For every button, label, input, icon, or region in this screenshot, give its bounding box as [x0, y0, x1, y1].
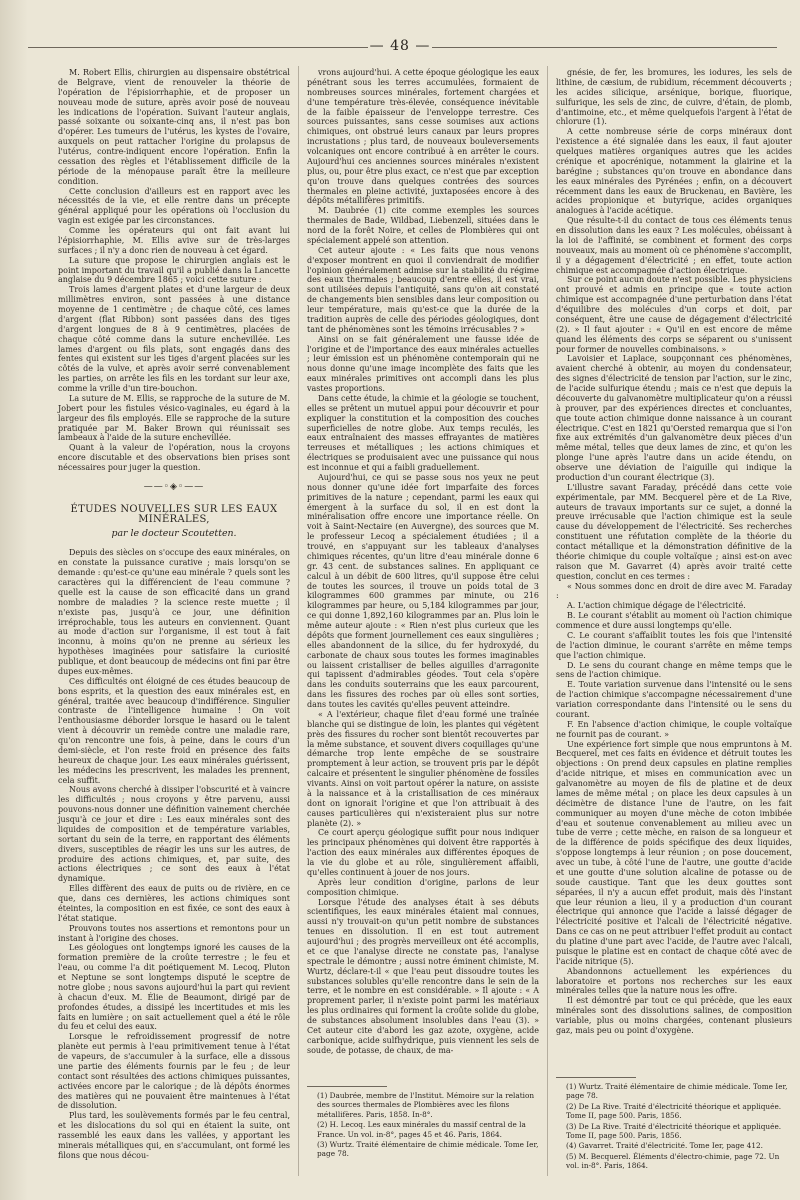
paragraph: Les géologues ont longtemps ignoré les causes de la formation première de la croûte terrestre ; le feu et l'eau, ou comme l'a dit poétiquement M. Lecoq, Pluton et Neptune se sont longtemps disputé le sceptre de notre globe ; nous savons aujourd'hui la part qui revient à chacun d'eux. M. Élie de Beaumont, dirigé par de profondes études, a dissipé les incertitudes et mis les faits en lumière ; on sait actuellement quel a été le rôle du feu et celui des eaux.: [58, 943, 290, 1032]
column-2: [307, 68, 539, 1056]
paragraph: Abandonnons actuellement les expériences du laboratoire et portons nos recherches sur les eaux minérales telles que la nature nous les offre.: [556, 966, 792, 996]
paragraph: Depuis des siècles on s'occupe des eaux minérales, on en constate la puissance curative ; mais lorsqu'on se demande : qu'est-ce qu'une eau minérale ? quels sont les caractères qui la différencient de l'eau commune ? quelle est la cause de son efficacité dans un grand nombre de maladies ? la science reste muette ; il n'existe pas, jusqu'à ce jour, une définition irréprochable, tous les auteurs en conviennent. Quant au mode d'action sur l'organisme, il est tout à fait inconnu, à moins qu'on ne prenne au sérieux les hypothèses imaginées pour satisfaire la curiosité publique, et dont beaucoup de médecins ont fini par être dupes eux-mêmes.: [58, 548, 290, 676]
paragraph: gnésie, de fer, les bromures, les iodures, les sels de lithine, de cæsium, de rubidium, récemment découverts ; les acides silicique, arsénique, borique, fluorique, sulfurique, les sels de zinc, de cuivre, d'étain, de plomb, d'antimoine, etc., et même quelquefois l'argent à l'état de chlorure (1).: [556, 68, 792, 127]
paragraph: « A l'extérieur, chaque filet d'eau formé une traînée blanche qui se distingue de loin, les plantes qui végètent près des fissures du rocher sont bientôt recouvertes par la même substance, et souvent divers coquillages qu'une démarche trop lente empêche de se soustraire promptement à leur action, se trouvent pris par le dépôt calcaire et présentent le singulier phénomène de fossiles vivants. Ainsi on voit partout opérer la nature, on assiste à la naissance et à la cristallisation de ces minéraux dont on ignorait l'origine et que l'on attribuait à des causes particulières qui n'existeraient plus sur notre planète (2). »: [307, 709, 539, 828]
paragraph: B. Le courant s'établit au moment où l'action chimique commence et dure aussi longtemps qu'elle.: [556, 611, 792, 630]
footnote: (4) Gavarret. Traité d'électricité. Tome Ier, page 412.: [566, 1141, 763, 1151]
column-3-paragraphs: [556, 68, 792, 1036]
paragraph: Quant à la valeur de l'opération, nous la croyons encore discutable et des observations bien prises sont nécessaires pour juger la question.: [58, 443, 290, 472]
paragraph: Sur ce point aucun doute n'est possible. Les physiciens ont prouvé et admis en principe que « toute action chimique est accompagnée d'une perturbation dans l'état d'équilibre des molécules d'un corps et doit, par conséquent, être une cause de dégagement d'électricité (2). » Il faut ajouter : « Qu'il en est encore de même quand les éléments des corps se séparent ou s'unissent pour former de nouvelles combinaisons. »: [556, 275, 792, 354]
paragraph: Après leur condition d'origine, parlons de leur composition chimique.: [307, 877, 539, 897]
paragraph: « Nous sommes donc en droit de dire avec M. Faraday :: [556, 581, 792, 601]
paragraph: Cet auteur ajoute : « Les faits que nous venons d'exposer montrent en quoi il conviendrait de modifier l'opinion généralement admise sur la stabilité du régime des eaux thermales ; beaucoup d'entre elles, il est vrai, sont utilisées depuis l'antiquité, sans qu'on ait constaté de changements bien sensibles dans leur composition ou leur température, mais qu'est-ce que la durée de la tradition auprès de celle des périodes géologiques, dont tant de phénomènes sont les témoins irrécusables ? »: [307, 245, 539, 334]
paragraph: Lorsque l'étude des analyses était à ses débuts scientifiques, les eaux minérales étaient mal connues, aussi n'y trouvait-on qu'un petit nombre de substances tenues en dissolution. Il en est tout autrement aujourd'hui ; des progrès merveilleux ont été accomplis, et ce que l'analyse directe ne constate pas, l'analyse spectrale le démontre ; aussi notre éminent chimiste, M. Wurtz, déclare-t-il « que l'eau peut dissoudre toutes les substances solubles qu'elle rencontre dans le sein de la terre, et le nombre en est considérable. » Il ajoute : « A proprement parler, il n'existe point parmi les matériaux les plus ordinaires qui forment la croûte solide du globe, de substances absolument insolubles dans l'eau (3). » Cet auteur cite d'abord les gaz azote, oxygène, acide carbonique, acide sulfhydrique, puis viennent les sels de soude, de potasse, de chaux, de ma-: [307, 897, 539, 1055]
footnote: (3) De La Rive. Traité d'électricité théorique et appliquée. Tome II, page 500. Paris, 1856.: [566, 1121, 782, 1141]
paragraph: Trois lames d'argent plates et d'une largeur de deux millimètres environ, sont passées à une distance moyenne de 1 centimètre ; de chaque côté, ces lames d'argent (flat Ribbon) sont passées dans des tiges d'argent longues de 8 à 9 centimètres, placées de chaque côté comme dans la suture enchevillée. Les lames d'argent ou fils plats, sont engagés dans des fentes qui existent sur les tiges d'argent placées sur les côtés de la vulve, et après avoir serré convenablement les parties, on arrête les fils en les tordant sur leur axe, comme la vrille d'un tire-bouchon.: [58, 285, 290, 393]
section-byline: par le docteur Scoutetten.: [111, 527, 237, 539]
paragraph: Ce court aperçu géologique suffit pour nous indiquer les principaux phénomènes qui doivent être rapportés à l'action des eaux minérales aux différentes époques de la vie du globe et au rôle, singulièrement affaibli, qu'elles continuent à jouer de nos jours.: [307, 828, 539, 877]
footnote: (5) M. Becquerel. Éléments d'électro-chimie, page 72. Un vol. in-8°. Paris, 1864.: [566, 1151, 780, 1171]
paragraph: A cette nombreuse série de corps minéraux dont l'existence a été signalée dans les eaux, il faut ajouter quelques matières organiques autres que les acides crénique et apocrénique, notamment la glairine et la barégine ; substances qu'on trouve en abondance dans les eaux minérales des Pyrénées ; enfin, on a découvert récemment dans les eaux de Bruckenau, en Bavière, les acides propionique et butyrique, acides organiques analogues à l'acide acétique.: [556, 127, 792, 216]
paragraph: Comme les opérateurs qui ont fait avant lui l'épisiorrhaphie, M. Ellis avive sur de très-larges surfaces ; il n'y a donc rien de nouveau à cet égard.: [58, 226, 290, 255]
footnote-list: [307, 1091, 539, 1159]
footnote: (2) H. Lecoq. Les eaux minérales du massif central de la France. Un vol. in-8°, pages 45 et 46. Paris, 1864.: [317, 1120, 526, 1139]
paragraph: Il est démontré par tout ce qui précède, que les eaux minérales sont des dissolutions salines, de composition variable, plus ou moins chargées, contenant plusieurs gaz, mais peu ou point d'oxygène.: [556, 996, 792, 1035]
paragraph: Nous avons cherché à dissiper l'obscurité et à vaincre les difficultés ; nous croyons y être parvenu, aussi pouvons-nous donner une définition vainement cherchée jusqu'à ce jour et dire : Les eaux minérales sont des liquides de composition et de température variables, sortant du sein de la terre, en rapportant des éléments divers, susceptibles de réagir les uns sur les autres, de produire des actions chimiques, et, par suite, des actions électriques ; ce sont des eaux à l'état dynamique.: [58, 785, 290, 884]
paragraph: Elles diffèrent des eaux de puits ou de rivière, en ce que, dans ces dernières, les actions chimiques sont éteintes, la composition en est fixée, ce sont des eaux à l'état statique.: [58, 884, 290, 923]
paragraph: E. Toute variation survenue dans l'intensité ou le sens de l'action chimique s'accompagne nécessairement d'une variation correspondante dans l'intensité ou le sens du courant.: [556, 680, 792, 719]
paragraph: Que résulte-t-il du contact de tous ces éléments tenus en dissolution dans les eaux ? Les molécules, obéissant à la loi de l'affinité, se combinent et forment des corps nouveaux, mais au moment où ce phénomène s'accomplit, il y a dégagement d'électricité ; en effet, toute action chimique est accompagnée d'action électrique.: [556, 216, 792, 275]
paragraph: M. Daubrée (1) cite comme exemples les sources thermales de Bade, Wildbad, Liebenzell, situées dans le nord de la forêt Noire, et celles de Plombières qui ont spécialement appelé son attention.: [307, 206, 539, 245]
paragraph: Prouvons toutes nos assertions et remontons pour un instant à l'origine des choses.: [58, 923, 290, 943]
paragraph: Dans cette étude, la chimie et la géologie se touchent, elles se prêtent un mutuel appui pour découvrir et pour expliquer la constitution et la composition des couches superficielles de notre globe. Aux temps reculés, les eaux entraînaient des masses effrayantes de matières terreuses et métalliques ; les actions chimiques et électriques se produisaient avec une puissance qui nous est inconnue et qui a faibli graduellement.: [307, 393, 539, 472]
paragraph: Ces difficultés ont éloigné de ces études beaucoup de bons esprits, et la question des eaux minérales est, en général, traitée avec beaucoup d'indifférence. Singulier contraste de l'intelligence humaine ! On voit l'enthousiasme déborder lorsque le hasard ou le talent vient à découvrir un remède contre une maladie rare, qu'on rencontre une fois, à peine, dans le cours d'un demi-siècle, et l'on reste froid en présence des faits heureux de chaque jour. Les eaux minérales guérissent, les médecins les prescrivent, les malades les prennent, cela suffit.: [58, 676, 290, 785]
column-divider: [298, 66, 299, 1176]
paragraph: C. Le courant s'affaiblit toutes les fois que l'intensité de l'action diminue, le courant s'arrête en même temps que l'action chimique.: [556, 630, 792, 660]
column-divider: [547, 66, 548, 1176]
paragraph: La suture de M. Ellis, se rapproche de la suture de M. Jobert pour les fistules vésico-vaginales, eu égard à la largeur des fils employés. Elle se rapproche de la suture pratiquée par M. Baker Brown qui réunissait ses lambeaux à l'aide de la suture enchevillée.: [58, 393, 290, 443]
footnote: (1) Daubrée, membre de l'Institut. Mémoire sur la relation des sources thermales de Plombières avec les filons métallifères. Paris, 1858. In-8°.: [317, 1091, 535, 1119]
header-rule: [432, 47, 777, 48]
paragraph: Plus tard, les soulèvements formés par le feu central, et les dislocations du sol qui en étaient la suite, ont rassemblé les eaux dans les vallées, y apportant les minerais métalliques qui, en s'accumulant, ont formé les filons que nous décou-: [58, 1111, 290, 1160]
footnote-list: [556, 1082, 792, 1171]
footnote-rule: [307, 1086, 387, 1087]
paragraph: L'illustre savant Faraday, précédé dans cette voie expérimentale, par MM. Becquerel père et de La Rive, auteurs de travaux importants sur ce sujet, a donné la preuve irrécusable que l'action chimique est la seule cause du développement de l'électricité. Ses recherches constituent une réfutation complète de la théorie du contact métallique et la démonstration définitive de la théorie chimique du couple voltaïque ; ainsi est-on avec raison que M. Gavarret (4) après avoir traité cette question, conclut en ces termes :: [556, 482, 792, 581]
paragraph: M. Robert Ellis, chirurgien au dispensaire obstétrical de Belgrave, vient de renouveler la théorie de l'opération de l'épisiorrhaphie, et de proposer un nouveau mode de suture, après avoir posé de nouveau les indications de l'opération. Suivant l'auteur anglais, passé soixante ou soixante-cinq ans, il n'est pas bon d'opérer. Les tumeurs de l'utérus, les kystes de l'ovaire, auxquels on peut rattacher l'origine du prolapsus de l'utérus, contre-indiquent encore l'opération. Enfin la cessation des règles et l'établissement difficile de la période de la ménopause paraît être la meilleure condition.: [58, 68, 290, 186]
column-1: [58, 68, 290, 1161]
footnote: (1) Wurtz. Traité élémentaire de chimie médicale. Tome Ier, page 78.: [566, 1082, 788, 1101]
paragraph: F. En l'absence d'action chimique, le couple voltaïque ne fournit pas de courant. »: [556, 719, 792, 739]
paragraph: A. L'action chimique dégage de l'électricité.: [567, 601, 746, 611]
page-gutter-shadow: [0, 0, 28, 1200]
paragraph: Ainsi on se fait généralement une fausse idée de l'origine et de l'importance des eaux minérales actuelles ; leur émission est un phénomène contemporain qui ne nous donne qu'une image incomplète des faits que les eaux minérales primitives ont accompli dans les plus vastes proportions.: [307, 334, 539, 393]
section-title: ÉTUDES NOUVELLES SUR LES EAUX MINÉRALES,: [70, 503, 278, 525]
footnote: (3) Wurtz. Traité élémentaire de chimie médicale. Tome Ier, page 78.: [317, 1140, 539, 1159]
paragraph: D. Le sens du courant change en même temps que le sens de l'action chimique.: [556, 660, 792, 680]
column-1-article-paragraphs: [58, 548, 290, 1160]
paragraph: Une expérience fort simple que nous empruntons à M. Becquerel, met ces faits en évidence et détruit toutes les objections : On prend deux capsules en platine remplies d'acide nitrique, et mises en communication avec un galvanomètre au moyen de fils de platine et de deux lames de même métal ; on place les deux capsules à un décimètre de distance l'une de l'autre, on les fait communiquer au moyen d'une mèche de coton imbibée d'eau et soutenue convenablement au milieu avec un tube de verre ; cette mèche, en raison de sa longueur et de la différence de poids spécifique des deux liquides, s'oppose longtemps à leur réunion ; on pose doucement, avec un tube, à côté l'une de l'autre, une goutte d'acide et une goutte d'une solution alcaline de potasse ou de soude caustique. Tant que les deux gouttes sont séparées, il n'y a aucun effet produit, mais dès l'instant que leur réunion a lieu, il y a production d'un courant électrique qui annonce que l'acide a laissé dégager de l'électricité positive et l'alcali de l'électricité négative. Dans ce cas on ne peut attribuer l'effet produit au contact du platine d'une part avec l'acide, de l'autre avec l'alcali, puisque le platine est en contact de chaque côté avec de l'acide nitrique (5).: [556, 739, 792, 966]
paragraph: Lorsque le refroidissement progressif de notre planète eut permis à l'eau primitivement tenue à l'état de vapeurs, de s'accumuler à la surface, elle a dissous une partie des éléments fournis par le feu ; de leur contact sont résultées des actions chimiques puissantes, activées encore par le calorique ; de là dépôts énormes des matières qui ne pouvaient être maintenues à l'état de dissolution.: [58, 1032, 290, 1111]
section-ornament: ——◦◈◦——: [143, 481, 205, 492]
paragraph: Aujourd'hui, ce qui se passe sous nos yeux ne peut nous donner qu'une idée fort imparfaite des forces primitives de la nature ; cependant, parmi les eaux qui émergent à la surface du sol, il en est dont la minéralisation offre encore une importance réelle. On voit à Saint-Nectaire (en Auvergne), des sources que M. le professeur Lecoq a spécialement étudiées ; il a trouvé, en s'appuyant sur les tableaux d'analyses chimiques récentes, qu'un litre d'eau minérale donne 6 gr. 43 cent. de substances salines. En appliquant ce calcul à un débit de 600 litres, qu'il suppose être celui de toutes les sources, il trouve un poids total de 3 kilogrammes 600 grammes par minute, ou 216 kilogrammes par heure, ou 5,184 kilogrammes par jour, ce qui donne 1,892,160 kilogrammes par an. Plus loin le même auteur ajoute : « Rien n'est plus curieux que les dépôts que forment journellement ces eaux singulières ; elles abandonnent de la silice, du fer hydroxydé, du carbonate de chaux sous toutes les formes imaginables ou laissent cristalliser de belles aiguilles d'arragonite qui tapissent d'admirables géodes. Tout cela s'opère dans les conduits souterrains que les eaux parcourent, dans les fissures des roches par où elles sont sorties, dans toutes les cavités qu'elles peuvent atteindre.: [307, 472, 539, 709]
column-2-paragraphs: [307, 68, 539, 1056]
column-2-footnotes: [307, 1086, 539, 1160]
column-1-paragraphs: [58, 68, 290, 473]
page-number: — 48 —: [369, 38, 431, 54]
paragraph: vrons aujourd'hui. A cette époque géologique les eaux pénétrant sous les terres accumulées, formaient de nombreuses sources minérales, fortement chargées et d'une température très-élevée, conséquence inévitable de la faible épaisseur de l'enveloppe terrestre. Ces sources puissantes, sans cesse soumises aux actions chimiques, ont obstrué leurs canaux par leurs propres incrustations ; plus tard, de nouveaux bouleversements volcaniques ont encore contribué à en arrêter le cours. Aujourd'hui ces anciennes sources minérales n'existent plus, ou, pour être plus exact, ce n'est que par exception qu'on trouve dans quelques contrées des sources thermales en pleine activité, juxtaposées encore à des dépôts métallifères primitifs.: [307, 68, 539, 206]
paragraph: Cette conclusion d'ailleurs est en rapport avec les nécessités de la vie, et elle rentre dans un précepte général appliqué pour les opérations où l'occlusion du vagin est exigée par les circonstances.: [58, 186, 290, 226]
footnote: (2) De La Rive. Traité d'électricité théorique et appliquée. Tome II, page 500. Paris, 1856.: [566, 1101, 782, 1121]
column-3-footnotes: [556, 1077, 792, 1172]
paragraph: La suture que propose le chirurgien anglais est le point important du travail qu'il a publié dans la Lancette anglaise du 9 décembre 1865 ; voici cette suture :: [58, 255, 290, 285]
column-3: [556, 68, 792, 1036]
footnote-rule: [556, 1077, 636, 1078]
paragraph: Lavoisier et Laplace, soupçonnant ces phénomènes, avaient cherché à obtenir, au moyen du condensateur, des signes d'électricité de tension par l'action, sur le zinc, de l'acide sulfurique étendu ; mais ce n'est que depuis la découverte du galvanomètre multiplicateur qu'on a réussi à prouver, par des expériences directes et concluantes, que toute action chimique donne naissance à un courant électrique. C'est en 1821 qu'Oersted remarqua que si l'on fixe aux extrémités d'un galvanomètre deux pièces d'un même métal, telles que deux lames de zinc, et qu'on les plonge l'une après l'autre dans un acide étendu, on observe une déviation de l'aiguille qui indique la production d'un courant électrique (3).: [556, 354, 792, 482]
